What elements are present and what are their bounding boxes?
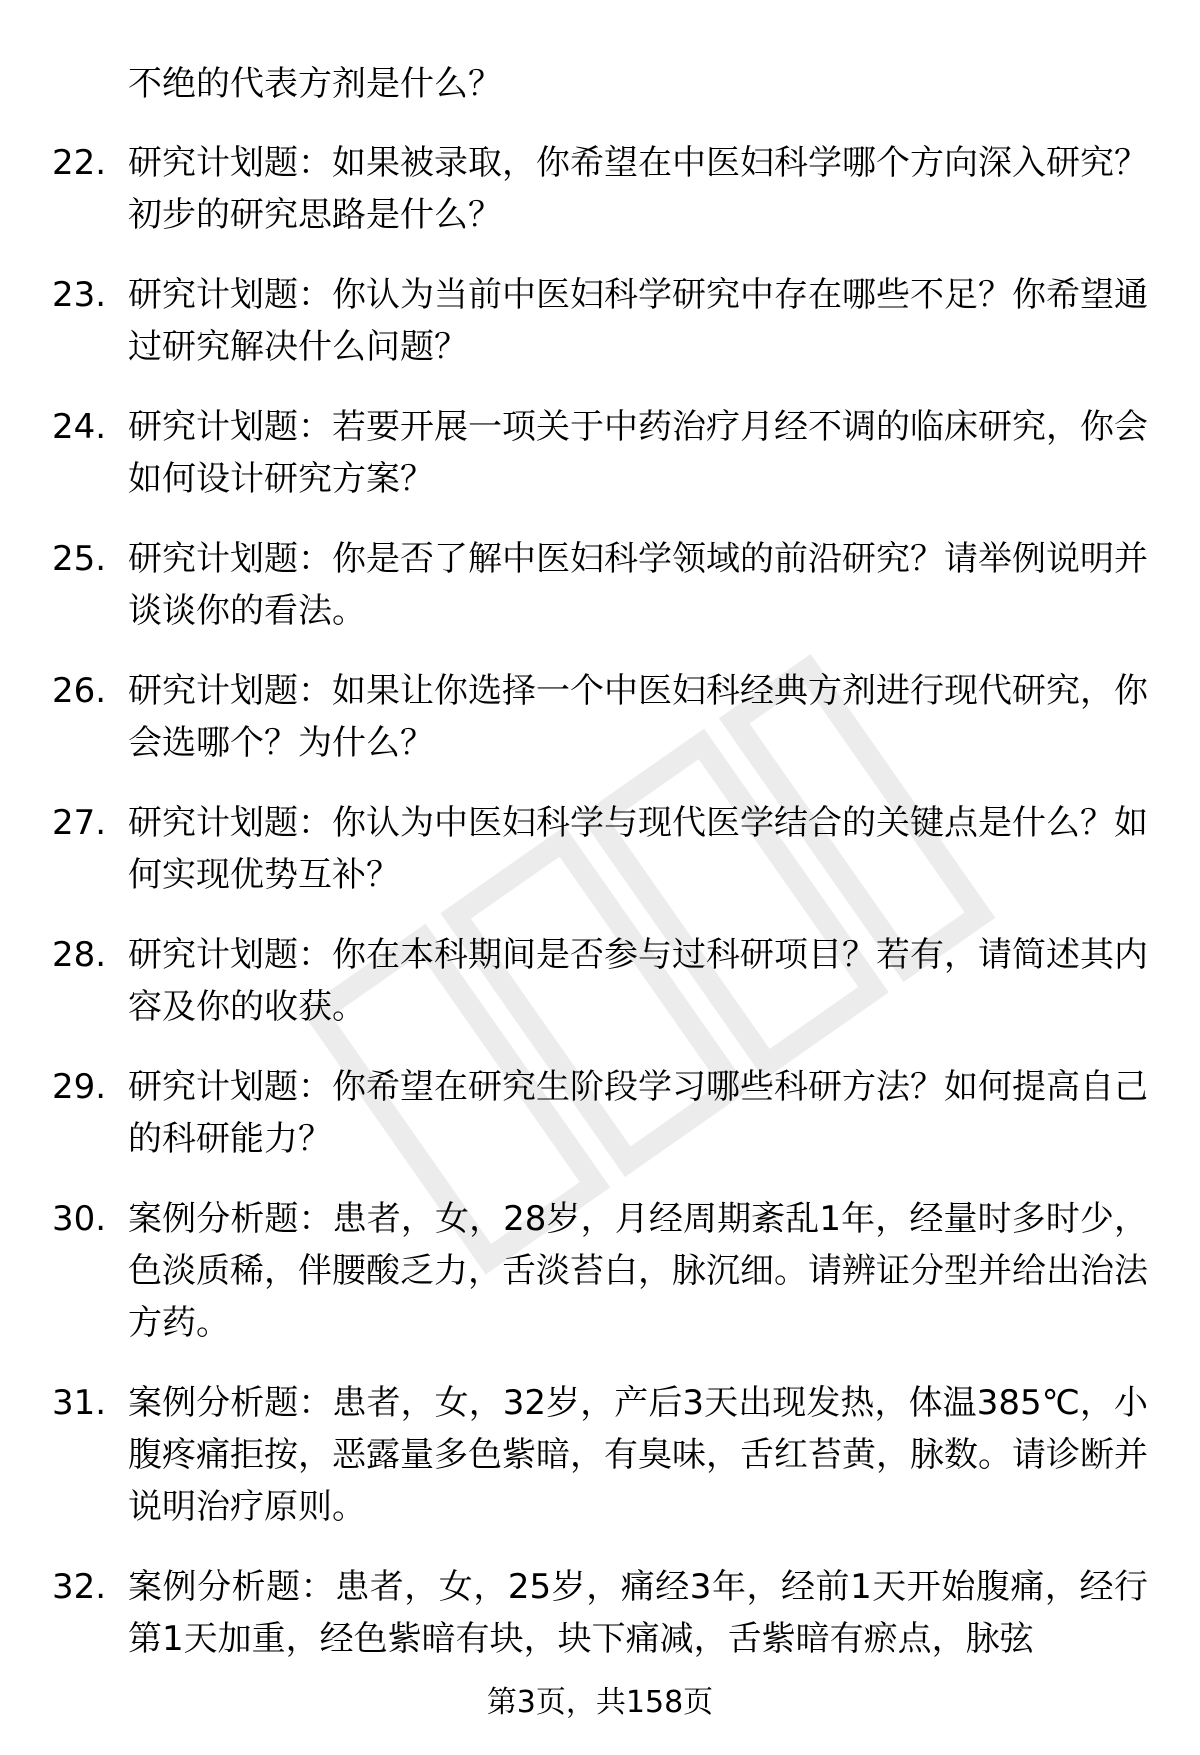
- question-text: 研究计划题：如果让你选择一个中医妇科经典方剂进行现代研究，你会选哪个？为什么？: [128, 671, 1148, 763]
- question-text: 研究计划题：你是否了解中医妇科学领域的前沿研究？请举例说明并谈谈你的看法。: [128, 539, 1148, 631]
- question-item: [0, 1561, 1200, 1665]
- question-item: [0, 401, 1200, 505]
- question-number: 25.: [52, 539, 107, 579]
- question-number: 26.: [52, 671, 107, 711]
- question-number: 28.: [52, 935, 107, 975]
- question-number: 22.: [52, 143, 107, 183]
- question-text: 研究计划题：如果被录取，你希望在中医妇科学哪个方向深入研究？初步的研究思路是什么？: [128, 143, 1148, 235]
- question-number: 23.: [52, 275, 107, 315]
- question-item: [0, 665, 1200, 769]
- question-text: 案例分析题：患者，女，28岁，月经周期紊乱1年，经量时多时少，色淡质稀，伴腰酸乏力，舌淡苔白，脉沉细。请辨证分型并给出治法方药。: [128, 1199, 1148, 1343]
- question-text: 研究计划题：若要开展一项关于中药治疗月经不调的临床研究，你会如何设计研究方案？: [128, 407, 1148, 499]
- question-number: 29.: [52, 1067, 107, 1107]
- question-item: [0, 929, 1200, 1033]
- page-footer: 第3页，共158页: [486, 1685, 714, 1720]
- question-number: 27.: [52, 803, 107, 843]
- question-list: [0, 137, 1200, 1693]
- question-item: [0, 1061, 1200, 1165]
- continued-question-text: 不绝的代表方剂是什么？: [128, 64, 502, 104]
- question-number: 24.: [52, 407, 107, 447]
- question-item: [0, 269, 1200, 373]
- question-text: 研究计划题：你认为中医妇科学与现代医学结合的关键点是什么？如何实现优势互补？: [128, 803, 1148, 895]
- question-text: 研究计划题：你希望在研究生阶段学习哪些科研方法？如何提高自己的科研能力？: [128, 1067, 1148, 1159]
- question-number: 30.: [52, 1199, 107, 1239]
- question-text: 研究计划题：你在本科期间是否参与过科研项目？若有，请简述其内容及你的收获。: [128, 935, 1148, 1027]
- question-item: [0, 1193, 1200, 1349]
- question-number: 32.: [52, 1567, 107, 1607]
- question-text: 案例分析题：患者，女，25岁，痛经3年，经前1天开始腹痛，经行第1天加重，经色紫暗有块，块下痛减，舌紫暗有瘀点，脉弦: [128, 1567, 1148, 1659]
- question-text: 研究计划题：你认为当前中医妇科学研究中存在哪些不足？你希望通过研究解决什么问题？: [128, 275, 1148, 367]
- question-item: [0, 797, 1200, 901]
- question-number: 31.: [52, 1383, 107, 1423]
- question-text: 案例分析题：患者，女，32岁，产后3天出现发热，体温385℃，小腹疼痛拒按，恶露量多色紫暗，有臭味，舌红苔黄，脉数。请诊断并说明治疗原则。: [128, 1383, 1148, 1527]
- question-item: [0, 1377, 1200, 1533]
- question-item: [0, 533, 1200, 637]
- question-item: [0, 137, 1200, 241]
